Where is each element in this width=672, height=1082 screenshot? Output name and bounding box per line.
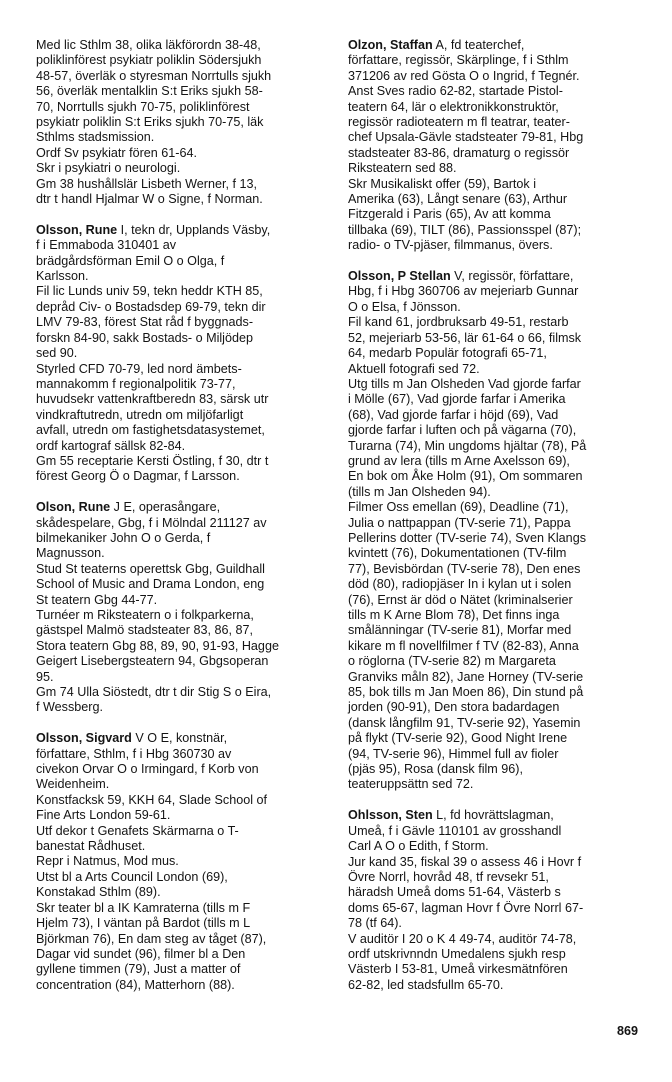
- entry-line: [348, 485, 644, 500]
- entry-text: Fil kand 61, jordbruksarb 49-51, restarb: [348, 315, 569, 330]
- entry-line: [348, 423, 644, 438]
- entry-text: V auditör I 20 o K 4 49-74, auditör 74-78,: [348, 931, 577, 946]
- entry-line: [36, 69, 332, 84]
- entry-name: Ohlsson, Sten: [348, 808, 433, 823]
- entry-line: [348, 300, 644, 315]
- entry-line: [36, 100, 332, 115]
- entry-line: [36, 130, 332, 145]
- entry-line: [36, 454, 332, 469]
- entry-text: Amerika (63), Långt senare (63), Arthur: [348, 192, 568, 207]
- entry-line: [36, 408, 332, 423]
- entry-line: [36, 962, 332, 977]
- entry-line: [348, 269, 644, 284]
- biography-entry: [348, 808, 644, 993]
- entry-text: o röglorna (TV-serie 82) m Margareta: [348, 654, 556, 669]
- entry-text: teatern 64, lär o elektronikkonstruktör,: [348, 99, 559, 114]
- entry-line: [348, 392, 644, 407]
- entry-line: [348, 885, 644, 900]
- entry-text: 56, överläk mentalklin S:t Eriks sjukh 58-: [36, 84, 263, 99]
- entry-text: Utg tills m Jan Olsheden Vad gjorde farfar: [348, 376, 581, 391]
- entry-line: [348, 546, 644, 561]
- entry-text: Riksteatern sed 88.: [348, 161, 457, 176]
- entry-text: depråd Civ- o Bostadsdep 69-79, tekn dir: [36, 299, 266, 314]
- entry-line: [348, 238, 644, 253]
- biography-entry: [36, 731, 332, 993]
- entry-line: [36, 53, 332, 68]
- entry-line: [348, 593, 644, 608]
- entry-line: [36, 670, 332, 685]
- entry-text: Fitzgerald i Paris (65), Av att komma: [348, 207, 551, 222]
- entry-line: [36, 947, 332, 962]
- entry-text: banestat Rådhuset.: [36, 839, 146, 854]
- entry-line: [36, 531, 332, 546]
- entry-text: forskn 84-90, sakk Bostads- o Miljödep: [36, 330, 253, 345]
- entry-line: [36, 685, 332, 700]
- entry-line: [348, 223, 644, 238]
- entry-line: [36, 115, 332, 130]
- entry-text: 52, mejeriarb 53-56, lär 61-64 o 66, filmsk: [348, 330, 582, 345]
- entry-text: Utf dekor t Genafets Skärmarna o T-: [36, 823, 239, 838]
- entry-text: Konstakad Sthlm (89).: [36, 885, 161, 900]
- entry-text: vindkraftutredn, utredn om miljöfarligt: [36, 407, 244, 422]
- entry-line: [348, 916, 644, 931]
- entry-line: [348, 577, 644, 592]
- entry-text: f Wessberg.: [36, 700, 103, 715]
- entry-text: Gm 55 receptarie Kersti Östling, f 30, dtr t: [36, 453, 269, 468]
- entry-line: [348, 747, 644, 762]
- entry-text: avfall, utredn om fastighetsdatasystemet,: [36, 423, 265, 438]
- entry-text: Julia o nattpappan (TV-serie 71), Pappa: [348, 515, 571, 530]
- entry-line: [348, 855, 644, 870]
- entry-line: [36, 623, 332, 638]
- entry-line: [348, 901, 644, 916]
- entry-line: [36, 331, 332, 346]
- entry-line: [348, 531, 644, 546]
- entry-text: civekon Orvar O o Irmingard, f Korb von: [36, 762, 259, 777]
- entry-text: Fine Arts London 59-61.: [36, 808, 171, 823]
- entry-text: Sthlms stadsmission.: [36, 130, 155, 145]
- entry-text: gjorde farfar i luften och på vägarna (70),: [348, 423, 577, 438]
- entry-text: Dagar vid sundet (96), filmer bl a Den: [36, 946, 246, 961]
- entry-line: [36, 577, 332, 592]
- entry-text: 78 (tf 64).: [348, 916, 402, 931]
- entry-text: doms 65-67, lagman Hovr f Övre Norrl 67-: [348, 900, 584, 915]
- entry-line: [36, 192, 332, 207]
- entry-name: Olzon, Staffan: [348, 38, 433, 52]
- entry-line: [348, 824, 644, 839]
- entry-line: [348, 192, 644, 207]
- entry-line: [36, 362, 332, 377]
- entry-text: chef Upsala-Gävle stadsteater 79-81, Hbg: [348, 130, 584, 145]
- entry-line: [36, 223, 332, 238]
- entry-line: [36, 516, 332, 531]
- entry-name: Olsson,: [348, 269, 395, 284]
- entry-line: [348, 177, 644, 192]
- entry-text: 85, bok tills m Jan Moen 86), Din stund på: [348, 685, 584, 700]
- entry-line: [348, 331, 644, 346]
- entry-line: [348, 762, 644, 777]
- entry-line: [348, 932, 644, 947]
- entry-line: [36, 654, 332, 669]
- entry-text: Granviks måln 82), Jane Horney (TV-serie: [348, 669, 584, 684]
- entry-text: 48-57, överläk o styresman Norrtulls sjukh: [36, 68, 272, 83]
- entry-text: författare, regissör, Skärplinge, f i Sthlm: [348, 53, 569, 68]
- entry-text: (dansk långfilm 91, TV-serie 92), Yasemin: [348, 715, 581, 730]
- entry-line: [36, 177, 332, 192]
- entry-text: häradsh Umeå doms 51-64, Västerb s: [348, 885, 561, 900]
- entry-line: [348, 962, 644, 977]
- entry-line: [36, 747, 332, 762]
- entry-text: Anst Sves radio 62-82, startade Pistol-: [348, 84, 563, 99]
- entry-line: [348, 207, 644, 222]
- entry-line: [36, 238, 332, 253]
- entry-text: Gm 38 hushållslär Lisbeth Werner, f 13,: [36, 176, 257, 191]
- entry-line: [348, 377, 644, 392]
- entry-line: [36, 38, 332, 53]
- entry-text: stadsteater 83-86, dramaturg o regissör: [348, 145, 570, 160]
- entry-line: [36, 885, 332, 900]
- entry-text: regissör radioteatern m fl teatrar, teater-: [348, 115, 570, 130]
- entry-line: [36, 639, 332, 654]
- biography-entry: [36, 38, 332, 207]
- entry-text: Skr i psykiatri o neurologi.: [36, 161, 181, 176]
- entry-line: [348, 130, 644, 145]
- entry-text: Björkman 76), En dam steg av tåget (87),: [36, 931, 267, 946]
- entry-text: huvudsekr vattenkraftberedn 83, särsk utr: [36, 392, 269, 407]
- entry-text: Konstfacksk 59, KKH 64, Slade School of: [36, 792, 268, 807]
- entry-text: Västerb I 53-81, Umeå virkesmätnfören: [348, 962, 568, 977]
- entry-text: I, tekn dr, Upplands Väsby,: [117, 222, 271, 237]
- entry-line: [36, 377, 332, 392]
- entry-line: [348, 716, 644, 731]
- entry-text: Geigert Lisebergsteatern 94, Gbgsoperan: [36, 654, 269, 669]
- entry-line: [348, 685, 644, 700]
- entry-text: LMV 79-83, förest Stat råd f byggnads-: [36, 315, 254, 330]
- biography-entry: [36, 500, 332, 716]
- entry-line: [36, 593, 332, 608]
- entry-text: Skr Musikaliskt offer (59), Bartok i: [348, 176, 537, 191]
- entry-text: Styrled CFD 70-79, led nord ämbets-: [36, 361, 242, 376]
- entry-name: Olson, Rune: [36, 500, 111, 515]
- entry-text: död (80), radiopjäser In i kylan ut i solen: [348, 577, 572, 592]
- entry-line: [348, 146, 644, 161]
- entry-text: förest Georg Ö o Dagmar, f Larsson.: [36, 469, 240, 484]
- entry-text: ordf kartograf sällsk 82-84.: [36, 438, 186, 453]
- entry-text: Filmer Oss emellan (69), Deadline (71),: [348, 500, 569, 515]
- entry-text: V O E, konstnär,: [131, 731, 228, 746]
- entry-line: [36, 315, 332, 330]
- entry-line: [348, 408, 644, 423]
- entry-line: [36, 870, 332, 885]
- entry-line: [348, 161, 644, 176]
- entry-line: [36, 824, 332, 839]
- entry-text: gästspel Malmö stadsteater 83, 86, 87,: [36, 623, 254, 638]
- entry-line: [348, 439, 644, 454]
- entry-line: [36, 562, 332, 577]
- entry-line: [36, 808, 332, 823]
- entry-text: poliklinförest psykiatr poliklin Södersjukh: [36, 53, 262, 68]
- entry-text: bilmekaniker John O o Gerda, f: [36, 530, 211, 545]
- entry-line: [36, 346, 332, 361]
- entry-line: [36, 146, 332, 161]
- entry-text: gyllene timmen (79), Just a matter of: [36, 962, 241, 977]
- entry-text: jorden (90-91), Den stora badardagen: [348, 700, 560, 715]
- entry-text: (pjäs 95), Rosa (dansk film 96),: [348, 762, 523, 777]
- entry-text: radio- o TV-pjäser, filmmanus, övers.: [348, 238, 553, 253]
- entry-text: L, fd hovrättslagman,: [432, 808, 554, 823]
- entry-line: [348, 731, 644, 746]
- entry-line: [348, 947, 644, 962]
- entry-text: J E, operasångare,: [110, 500, 221, 515]
- entry-text: Jur kand 35, fiskal 39 o assess 46 i Hovr f: [348, 854, 582, 869]
- entry-line: [36, 439, 332, 454]
- entry-text: Karlsson.: [36, 269, 89, 284]
- entry-text: sed 90.: [36, 346, 78, 361]
- entry-line: [348, 516, 644, 531]
- entry-text: En bok om Åke Holm (91), Om sommaren: [348, 469, 583, 484]
- entry-text: School of Music and Drama London, eng: [36, 577, 265, 592]
- entry-line: [36, 762, 332, 777]
- left-column: [36, 38, 332, 1009]
- entry-text: Gm 74 Ulla Siöstedt, dtr t dir Stig S o Eira,: [36, 685, 272, 700]
- entry-text: Turnéer m Riksteatern o i folkparkerna,: [36, 608, 254, 622]
- entry-text: Skr teater bl a IK Kamraterna (tills m F: [36, 900, 251, 915]
- entry-text: psykiatr poliklin S:t Eriks sjukh 70-75, läk: [36, 115, 264, 130]
- entry-line: [36, 269, 332, 284]
- entry-line: [36, 700, 332, 715]
- entry-line: [348, 346, 644, 361]
- entry-line: [348, 84, 644, 99]
- entry-line: [348, 315, 644, 330]
- entry-line: [36, 916, 332, 931]
- entry-name: Olsson, Rune: [36, 222, 118, 237]
- entry-line: [36, 300, 332, 315]
- entry-text: 64, medarb Populär fotografi 65-71,: [348, 346, 547, 361]
- entry-text: kvintett (76), Dokumentationen (TV-film: [348, 546, 567, 561]
- entry-text: 77), Bevisbördan (TV-serie 78), Den enes: [348, 561, 581, 576]
- entry-text: Umeå, f i Gävle 110101 av grosshandl: [348, 823, 562, 838]
- entry-line: [36, 546, 332, 561]
- entry-text: Hjelm 73), I väntan på Bardot (tills m L: [36, 916, 251, 931]
- entry-line: [36, 161, 332, 176]
- entry-line: [36, 731, 332, 746]
- entry-line: [36, 793, 332, 808]
- entry-text: Aktuell fotografi sed 72.: [348, 361, 480, 376]
- entry-text: dtr t handl Hjalmar W o Signe, f Norman.: [36, 192, 263, 207]
- entry-line: [36, 500, 332, 515]
- entry-name-suffix: P Stellan: [394, 269, 451, 284]
- entry-line: [348, 454, 644, 469]
- entry-text: ordf utskrivnndn Umedalens sjukh resp: [348, 946, 566, 961]
- entry-line: [348, 100, 644, 115]
- entry-line: [348, 362, 644, 377]
- entry-line: [36, 839, 332, 854]
- entry-text: i Mölle (67), Vad gjorde farfar i Amerika: [348, 392, 566, 407]
- entry-text: Carl A O o Edith, f Storm.: [348, 839, 489, 854]
- page-number: 869: [616, 1024, 638, 1038]
- entry-text: grund av lera (tills m Arne Axelsson 69),: [348, 453, 570, 468]
- biography-entry: [348, 269, 644, 793]
- entry-line: [348, 53, 644, 68]
- entry-text: tills m K Arne Blom 78), Det finns inga: [348, 608, 560, 623]
- entry-text: (tills m Jan Olsheden 94).: [348, 484, 491, 499]
- entry-text: (94, TV-serie 96), Himmel full av fioler: [348, 746, 559, 761]
- entry-text: 62-82, led stadsfullm 65-70.: [348, 977, 504, 992]
- biography-entry: [348, 38, 644, 254]
- entry-text: 70, Norrtulls sjukh 70-75, poliklinförest: [36, 99, 250, 114]
- entry-text: V, regissör, författare,: [450, 269, 574, 284]
- entry-text: Ordf Sv psykiatr fören 61-64.: [36, 145, 197, 160]
- entry-line: [36, 423, 332, 438]
- entry-text: Med lic Sthlm 38, olika läkförordn 38-48,: [36, 38, 261, 52]
- entry-line: [348, 38, 644, 53]
- entry-line: [348, 870, 644, 885]
- entry-line: [348, 500, 644, 515]
- entry-line: [36, 469, 332, 484]
- entry-text: A, fd teaterchef,: [432, 38, 525, 52]
- entry-line: [36, 608, 332, 623]
- entry-line: [36, 254, 332, 269]
- entry-line: [36, 978, 332, 993]
- entry-line: [348, 608, 644, 623]
- entry-line: [36, 84, 332, 99]
- entry-text: teateruppsättn sed 72.: [348, 777, 474, 792]
- entry-text: Hbg, f i Hbg 360706 av mejeriarb Gunnar: [348, 284, 579, 299]
- biography-entry: [36, 223, 332, 485]
- right-column: [348, 38, 644, 1009]
- entry-line: [348, 469, 644, 484]
- entry-text: Utst bl a Arts Council London (69),: [36, 869, 228, 884]
- entry-line: [36, 932, 332, 947]
- entry-line: [36, 777, 332, 792]
- entry-line: [348, 670, 644, 685]
- entry-text: Fil lic Lunds univ 59, tekn heddr KTH 85,: [36, 284, 263, 299]
- entry-text: Pellerins dotter (TV-serie 74), Sven Klangs: [348, 530, 586, 545]
- entry-text: O o Elsa, f Jönsson.: [348, 299, 461, 314]
- entry-text: mannakomm f regionalpolitik 73-77,: [36, 376, 236, 391]
- entry-text: Turarna (74), Min ungdoms hjältar (78), På: [348, 438, 587, 453]
- entry-line: [348, 284, 644, 299]
- entry-line: [348, 978, 644, 993]
- entry-line: [348, 639, 644, 654]
- entry-text: f i Emmaboda 310401 av: [36, 238, 177, 253]
- entry-text: Weidenheim.: [36, 777, 110, 792]
- entry-text: kikare m fl novellfilmer f TV (82-83), Anna: [348, 638, 579, 653]
- entry-text: brädgårdsförman Emil O o Olga, f: [36, 253, 225, 268]
- entry-line: [348, 777, 644, 792]
- entry-line: [36, 854, 332, 869]
- entry-text: (68), Vad gjorde farfar i höjd (69), Vad: [348, 407, 559, 422]
- entry-line: [348, 700, 644, 715]
- entry-line: [348, 69, 644, 84]
- entry-text: tillbaka (69), TILT (86), Passionsspel (87);: [348, 222, 582, 237]
- entry-line: [348, 623, 644, 638]
- entry-line: [348, 654, 644, 669]
- entry-line: [348, 115, 644, 130]
- entry-line: [36, 901, 332, 916]
- entry-text: Repr i Natmus, Mod mus.: [36, 854, 179, 869]
- entry-text: concentration (84), Matterhorn (88).: [36, 977, 235, 992]
- entry-text: Stora teatern Gbg 88, 89, 90, 91-93, Hagge: [36, 638, 279, 653]
- entry-text: skådespelare, Gbg, f i Mölndal 211127 av: [36, 515, 267, 530]
- entry-line: [348, 808, 644, 823]
- entry-text: Stud St teaterns operettsk Gbg, Guildhall: [36, 561, 265, 576]
- entry-text: Magnusson.: [36, 546, 105, 561]
- entry-text: (76), Ernst är död o Nätet (kriminalserier: [348, 592, 573, 607]
- entry-text: författare, Sthlm, f i Hbg 360730 av: [36, 746, 232, 761]
- entry-text: 95.: [36, 669, 54, 684]
- entry-text: 371206 av red Gösta O o Ingrid, f Tegnér.: [348, 68, 580, 83]
- entry-text: på flykt (TV-serie 92), Good Night Irene: [348, 731, 568, 746]
- entry-line: [348, 839, 644, 854]
- entry-text: smålänningar (TV-serie 81), Morfar med: [348, 623, 572, 638]
- entry-text: Övre Norrl, hovråd 48, tf revsekr 51,: [348, 869, 549, 884]
- entry-line: [36, 284, 332, 299]
- entry-line: [348, 562, 644, 577]
- entry-text: St teatern Gbg 44-77.: [36, 592, 158, 607]
- entry-line: [36, 392, 332, 407]
- entry-name: Olsson, Sigvard: [36, 731, 132, 746]
